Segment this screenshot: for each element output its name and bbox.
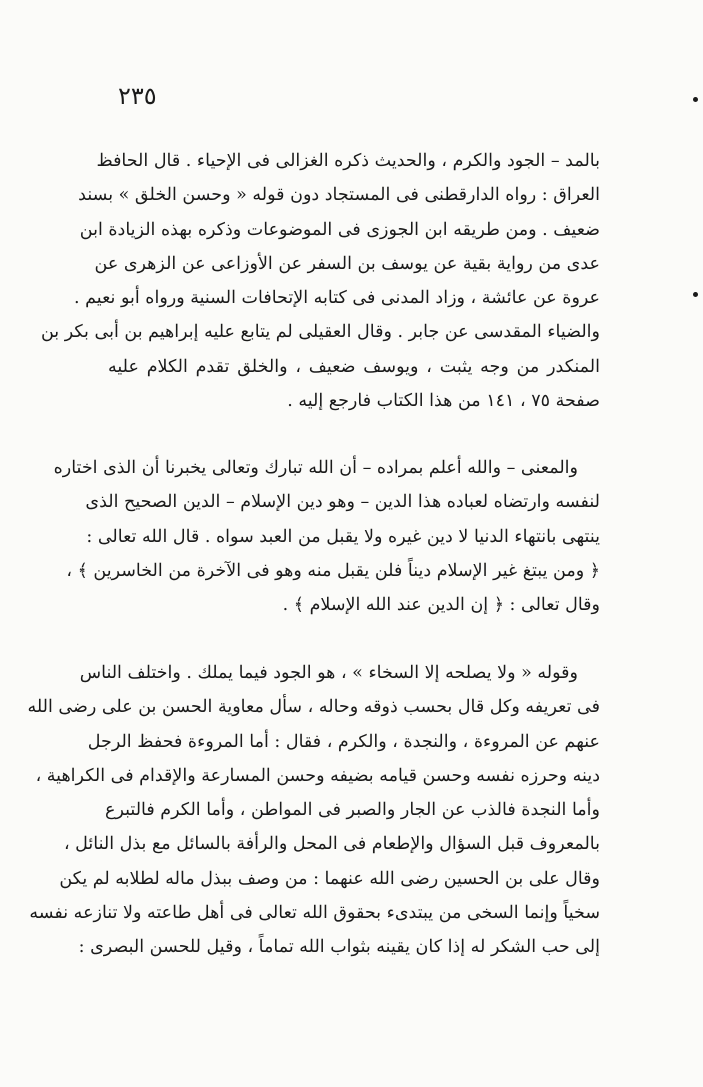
text-line: ضعيف . ومن طريقه ابن الجوزى فى الموضوعات وذكره بهذه الزيادة ابن (79, 219, 600, 240)
text-line: بالمعروف قبل السؤال والإطعام فى المحل والرأفة بالسائل مع بذل النائل ، (63, 834, 600, 855)
text-line: فى تعريفه وكل قال بحسب ذوقه وحاله ، سأل معاوية الحسن بن على رضى الله (27, 697, 600, 718)
paragraph-3 (27, 656, 600, 965)
text-line: سخياً وإنما السخى من يبتدىء بحقوق الله تعالى فى أهل طاعته ولا تنازعه نفسه (29, 903, 600, 924)
text-line: وقال على بن الحسين رضى الله عنهما : من وصف ببذل ماله لطلابه لم يكن (59, 868, 600, 889)
text-line: عروة عن عائشة ، وزاد المدنى فى كتابه الإتحافات السنية ورواه أبو نعيم . (74, 288, 600, 309)
paragraph-1 (40, 144, 600, 418)
text-line: ﴿ ومن يبتغ غير الإسلام ديناً فلن يقبل منه وهو فى الآخرة من الخاسرين ﴾ ، (66, 560, 600, 581)
page-number: ٢٣٥ (118, 82, 157, 110)
text-line: والمعنى – والله أعلم بمراده – أن الله تبارك وتعالى يخبرنا أن الذى اختاره (53, 458, 578, 478)
margin-dot-top (693, 97, 698, 102)
paragraph-2 (53, 451, 600, 622)
text-line: العراق : رواه الدارقطنى فى المستجاد دون قوله « وحسن الخلق » بسند (78, 185, 600, 206)
text-line: لنفسه وارتضاه لعباده هذا الدين – وهو دين الإسلام – الدين الصحيح الذى (85, 492, 600, 513)
margin-dot-middle (693, 292, 698, 297)
text-line: بالمد – الجود والكرم ، والحديث ذكره الغزالى فى الإحياء . قال الحافظ (96, 151, 600, 171)
text-line: صفحة ٧٥ ، ١٤١ من هذا الكتاب فارجع إليه . (287, 391, 600, 412)
text-line: عدى من رواية بقية عن يوسف بن السفر عن الأوزاعى عن الزهرى عن (94, 253, 600, 274)
text-line: دينه وحرزه نفسه وحسن قيامه بضيفه وحسن المسارعة والإقدام فى الكراهية ، (35, 765, 600, 786)
text-line: عنهم عن المروءة ، والنجدة ، والكرم ، فقال : أما المروءة فحفظ الرجل (87, 731, 600, 752)
text-line: وأما النجدة فالذب عن الجار والصبر فى المواطن ، وأما الكرم فالتبرع (105, 800, 600, 821)
text-line: ينتهى بانتهاء الدنيا لا دين غيره ولا يقبل من العبد سواه . قال الله تعالى : (86, 526, 600, 547)
text-line: والضياء المقدسى عن جابر . وقال العقيلى لم يتابع عليه إبراهيم بن أبى بكر بن (40, 322, 600, 343)
text-line: إلى حب الشكر له إذا كان يقينه بثواب الله تماماً ، وقيل للحسن البصرى : (78, 937, 600, 958)
text-line: وقال تعالى : ﴿ إن الدين عند الله الإسلام ﴾ . (282, 595, 600, 616)
text-line: المنكدر من وجه يثبت ، ويوسف ضعيف ، والخلق تقدم الكلام عليه (108, 356, 600, 377)
text-line: وقوله « ولا يصلحه إلا السخاء » ، هو الجود فيما يملك . واختلف الناس (79, 663, 578, 683)
